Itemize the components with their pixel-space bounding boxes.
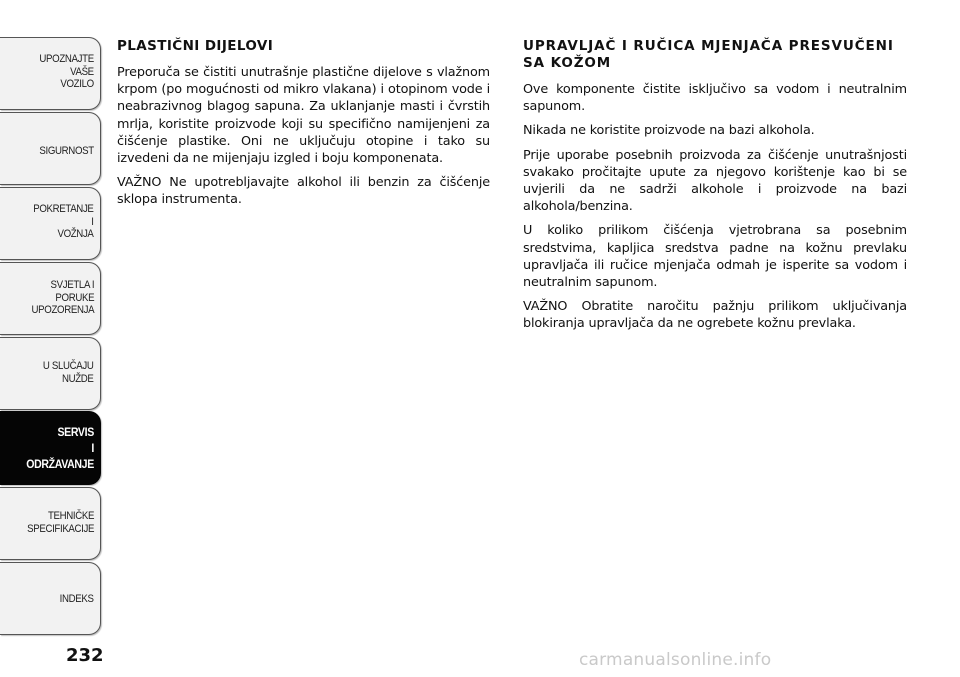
paragraph: Prije uporabe posebnih proizvoda za čišćenje unutrašnjosti svakako pročitajte upute za njegovo korištenje kao bi se uvjerili da ne sadrži alkohole i proizvode na bazi alkohola/benzina. <box>523 147 907 215</box>
tab-label: U SLUČAJU NUŽDE <box>43 360 94 385</box>
paragraph: Ove komponente čistite isključivo sa vodom i neutralnim sapunom. <box>523 82 907 115</box>
tab-indeks[interactable] <box>0 562 101 635</box>
tab-pokretanje-i-voznja[interactable] <box>0 187 101 260</box>
tab-upoznajte-vase-vozilo[interactable] <box>0 37 101 110</box>
tab-svjetla-poruke-upozorenja[interactable] <box>0 262 101 335</box>
section-title: UPRAVLJAČ I RUČICA MJENJAČA PRESVUČENI SA KOŽOM <box>523 38 894 71</box>
tab-label: POKRETANJE I VOŽNJA <box>33 203 94 240</box>
tab-u-slucaju-nuzde[interactable] <box>0 337 101 410</box>
section-upravljac-rucica <box>523 38 907 340</box>
tab-sigurnost[interactable] <box>0 112 101 185</box>
tab-label: INDEKS <box>60 593 94 605</box>
tab-servis-i-odrzavanje[interactable] <box>0 411 101 485</box>
tab-label: UPOZNAJTE VAŠE VOZILO <box>39 53 94 90</box>
watermark: carmanualsonline.info <box>579 650 772 670</box>
paragraph: Preporuča se čistiti unutrašnje plastične dijelove s vlažnom krpom (po mogućnosti od mikro vlakana) i otopinom vode i neabrazivnog blagog sapuna. Za uklanjanje masti i čvrstih mrlja, koristite proizvode koji su specifično namijenjeni za čišćenje plastike. Oni ne uključuju otopine i tako su izvedeni da ne mijenjaju izgled i boju komponenata. <box>117 65 490 167</box>
paragraph-important-note: VAŽNO Obratite naročitu pažnju prilikom uključivanja blokiranja upravljača da ne ogrebete kožnu prevlaka. <box>523 299 907 332</box>
section-title: PLASTIČNI DIJELOVI <box>117 38 274 54</box>
paragraph: U koliko prilikom čišćenja vjetrobrana sa posebnim sredstvima, kapljica sredstva padne na kožnu prevlaku upravljača ili ručice mjenjača odmah je isperite sa vodom i neutralnim sapunom. <box>523 223 907 291</box>
paragraph: Nikada ne koristite proizvode na bazi alkohola. <box>523 123 815 139</box>
tab-label: SERVIS I ODRŽAVANJE <box>26 425 94 471</box>
page-number: 232 <box>66 645 104 666</box>
paragraph-important-note: VAŽNO Ne upotrebljavajte alkohol ili benzin za čišćenje sklopa instrumenta. <box>117 175 490 208</box>
tab-label: TEHNIČKE SPECIFIKACIJE <box>27 510 94 535</box>
tab-label: SIGURNOST <box>39 145 94 157</box>
tab-tehnicke-specifikacije[interactable] <box>0 487 101 560</box>
section-plasticni-dijelovi <box>117 38 490 216</box>
tab-label: SVJETLA I PORUKE UPOZORENJA <box>31 279 94 316</box>
